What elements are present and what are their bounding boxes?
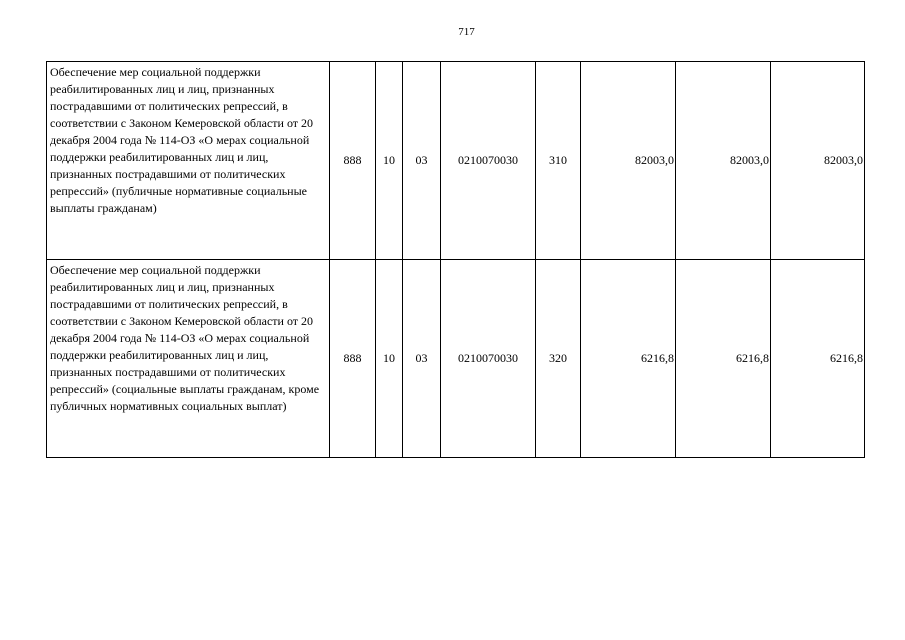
- section-code: 10: [376, 260, 403, 458]
- row-description: Обеспечение мер социальной поддержки реабилитированных лиц и лиц, признанных пострадавшими от политических репрессий, в соответствии с Законом Кемеровской области от 20 декабря 2004 года № 114-ОЗ «О мерах социальной поддержки реабилитированных лиц и лиц, признанных пострадавшими от политических репрессий» (публичные нормативные социальные выплаты гражданам): [47, 62, 330, 260]
- ministry-code: 888: [330, 260, 376, 458]
- budget-table: [46, 61, 865, 458]
- subsection-code: 03: [403, 260, 441, 458]
- amount-year-2: 6216,8: [676, 260, 771, 458]
- expense-type-code: 310: [536, 62, 581, 260]
- amount-year-1: 6216,8: [581, 260, 676, 458]
- amount-year-2: 82003,0: [676, 62, 771, 260]
- amount-year-3: 6216,8: [771, 260, 865, 458]
- amount-year-3: 82003,0: [771, 62, 865, 260]
- amount-year-1: 82003,0: [581, 62, 676, 260]
- target-article-code: 0210070030: [441, 260, 536, 458]
- row-description: Обеспечение мер социальной поддержки реабилитированных лиц и лиц, признанных пострадавшими от политических репрессий, в соответствии с Законом Кемеровской области от 20 декабря 2004 года № 114-ОЗ «О мерах социальной поддержки реабилитированных лиц и лиц, признанных пострадавшими от политических репрессий» (социальные выплаты гражданам, кроме публичных нормативных социальных выплат): [47, 260, 330, 458]
- table-row: [47, 62, 865, 260]
- table-row: [47, 260, 865, 458]
- ministry-code: 888: [330, 62, 376, 260]
- page-number: 717: [458, 26, 475, 38]
- target-article-code: 0210070030: [441, 62, 536, 260]
- section-code: 10: [376, 62, 403, 260]
- subsection-code: 03: [403, 62, 441, 260]
- expense-type-code: 320: [536, 260, 581, 458]
